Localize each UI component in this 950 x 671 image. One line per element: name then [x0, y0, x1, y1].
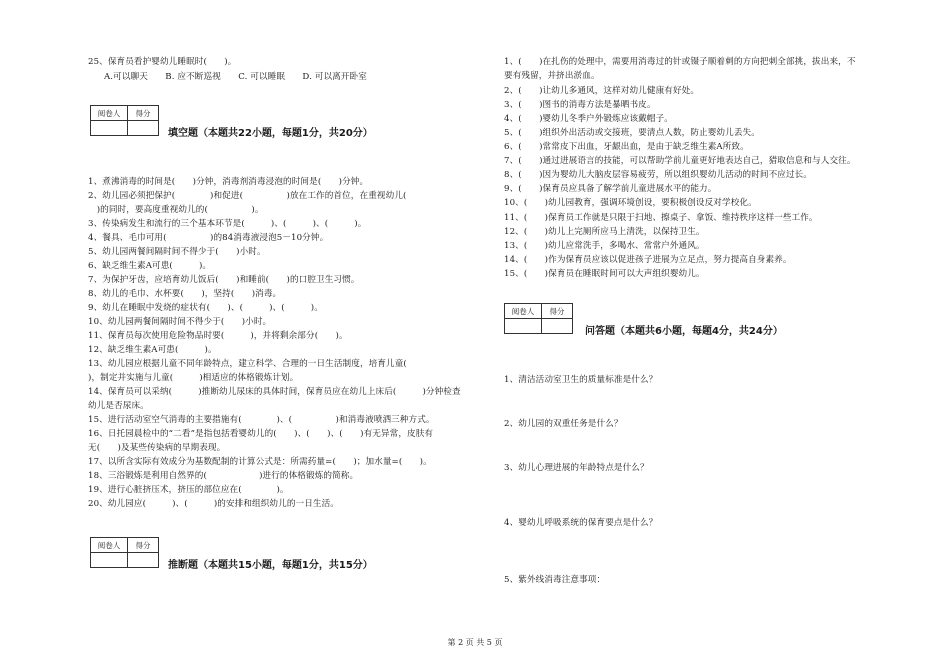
- list-item: 9、幼儿在睡眠中发烧的症状有( )、( )、( )。: [88, 303, 323, 313]
- list-item: 10、( )幼儿园教育，强调环境创设，要积极创设反对学校化。: [504, 198, 757, 208]
- list-item: )，制定并实施与儿童( )相适应的体格锻炼计划。: [88, 373, 299, 383]
- list-item: 5、( )组织外出活动或交接班，要清点人数，防止婴幼儿丢失。: [504, 128, 760, 138]
- score-cell[interactable]: [128, 121, 159, 136]
- reviewer-cell[interactable]: [91, 121, 128, 136]
- list-item: 3、传染病发生和流行的三个基本环节是( )、( )、( )。: [88, 219, 367, 229]
- list-item: 20、幼儿园应( )、( )的安排和组织幼儿的一日生活。: [88, 499, 339, 509]
- list-item: 16、日托园晨检中的“二看”是指包括看婴幼儿的( )、( )、( )有无异常，皮肤有: [88, 429, 434, 439]
- list-item: 4、( )婴幼儿冬季户外锻炼应该戴帽子。: [504, 114, 673, 124]
- list-item: 要有残留，并挤出淤血。: [504, 71, 600, 81]
- list-item: 15、进行活动室空气消毒的主要措施有( )、( )和消毒液喷洒三种方式。: [88, 415, 435, 425]
- list-item: 7、为保护牙齿，应培育幼儿饭后( )和睡前( )的口腔卫生习惯。: [88, 275, 360, 285]
- list-item: 8、幼儿的毛巾、水杯要( )，坚持( )消毒。: [88, 289, 282, 299]
- list-item: 10、幼儿园两餐间隔时间不得少于( )小时。: [88, 317, 272, 327]
- score-label: 得分: [128, 538, 159, 553]
- reviewer-cell[interactable]: [505, 319, 542, 334]
- reviewer-label: 阅卷人: [505, 304, 542, 319]
- list-item: 5、幼儿园两餐间隔时间不得少于( )小时。: [88, 247, 266, 257]
- list-item: 3、幼儿心理进展的年龄特点是什么？: [504, 463, 649, 473]
- list-item: 6、( )常常皮下出血，牙龈出血，是由于缺乏维生素A所致。: [504, 142, 749, 152]
- score-label: 得分: [542, 304, 573, 319]
- reviewer-label: 阅卷人: [91, 106, 128, 121]
- list-item: 1、( )在扎伤的处理中，需要用消毒过的针或镊子顺着刺的方向把刺全部挑，拔出来，不: [504, 57, 856, 67]
- page-footer: 第 2 页 共 5 页: [447, 638, 503, 647]
- list-item: 13、幼儿园应根据儿童不同年龄特点，建立科学、合理的一日生活制度，培育儿童(: [88, 359, 407, 369]
- list-item: 无( )及某些传染病的早期表现。: [88, 443, 226, 453]
- list-item: )的同时，要高度重视幼儿的( )。: [88, 205, 264, 215]
- score-cell[interactable]: [128, 553, 159, 568]
- list-item: 9、( )保育员应具备了解学前儿童进展水平的能力。: [504, 184, 717, 194]
- list-item: 19、进行心脏挤压术，挤压的部位应在( )。: [88, 485, 289, 495]
- list-item: 6、缺乏维生素A可患( )。: [88, 261, 212, 271]
- list-item: 18、三浴锻炼是利用自然界的( )进行的体格锻炼的简称。: [88, 471, 359, 481]
- list-item: 15、( )保育员在睡眠时间可以大声组织婴幼儿。: [504, 269, 705, 279]
- score-cell[interactable]: [542, 319, 573, 334]
- list-item: 4、婴幼儿呼吸系统的保育要点是什么？: [504, 518, 658, 528]
- list-item: 2、幼儿园必须把保护( )和促进( )放在工作的首位，在重视幼儿(: [88, 191, 407, 201]
- question-25-stem: 25、保育员看护婴幼儿睡眠时( )。: [88, 57, 237, 67]
- score-box-qa: [504, 303, 573, 334]
- list-item: 11、保育员每次使用危险物品时要( )，并将剩余部分( )。: [88, 331, 348, 341]
- reviewer-label: 阅卷人: [91, 538, 128, 553]
- list-item: 12、( )幼儿上完厕所应马上清洗，以保持卫生。: [504, 227, 705, 237]
- list-item: 14、( )作为保育员应该以促进孩子进展为立足点，努力提高自身素养。: [504, 255, 792, 265]
- list-item: 幼儿是否尿床。: [88, 401, 149, 411]
- list-item: 14、保育员可以采纳( )推断幼儿尿床的具体时间，保育员应在幼儿上床后( )分钟检查: [88, 387, 461, 397]
- question-25-options: A.可以聊天 B. 应不断巡视 C. 可以睡眠 D. 可以离开卧室: [104, 72, 367, 82]
- list-item: 13、( )幼儿应常洗手，多喝水、常常户外通风。: [504, 241, 705, 251]
- list-item: 1、清洁活动室卫生的质量标准是什么？: [504, 375, 658, 385]
- score-box-judge: [90, 537, 159, 568]
- qa-section-title: 问答题（本题共6小题，每题4分，共24分）: [585, 326, 783, 337]
- list-item: 2、( )让幼儿多通风，这样对幼儿健康有好处。: [504, 86, 700, 96]
- list-item: 5、紫外线消毒注意事项：: [504, 575, 606, 585]
- list-item: 12、缺乏维生素A可患( )。: [88, 345, 217, 355]
- score-label: 得分: [128, 106, 159, 121]
- list-item: 7、( )通过进展语言的技能，可以帮助学前儿童更好地表达自己，猎取信息和与人交往。: [504, 156, 856, 166]
- reviewer-cell[interactable]: [91, 553, 128, 568]
- list-item: 8、( )因为婴幼儿大脑皮层容易疲劳，所以组织婴幼儿活动的时间不应过长。: [504, 170, 813, 180]
- score-box-fill: [90, 105, 159, 136]
- list-item: 11、( )保育员工作就是只限于扫地、擦桌子、拿饭、维持秩序这样一些工作。: [504, 213, 818, 223]
- list-item: 17、以所含实际有效成分为基数配制的计算公式是：所需药量=( )；加水量=( )。: [88, 457, 432, 467]
- list-item: 1、煮沸消毒的时间是( )分钟，消毒剂消毒浸泡的时间是( )分钟。: [88, 177, 369, 187]
- list-item: 2、幼儿园的双重任务是什么？: [504, 419, 623, 429]
- fill-section-title: 填空题（本题共22小题，每题1分，共20分）: [168, 128, 373, 139]
- list-item: 3、( )图书的消毒方法是暴晒书皮。: [504, 100, 656, 110]
- judge-section-title: 推断题（本题共15小题，每题1分，共15分）: [168, 560, 373, 571]
- list-item: 4、餐具、毛巾可用( )的84消毒液浸泡5－10分钟。: [88, 233, 329, 243]
